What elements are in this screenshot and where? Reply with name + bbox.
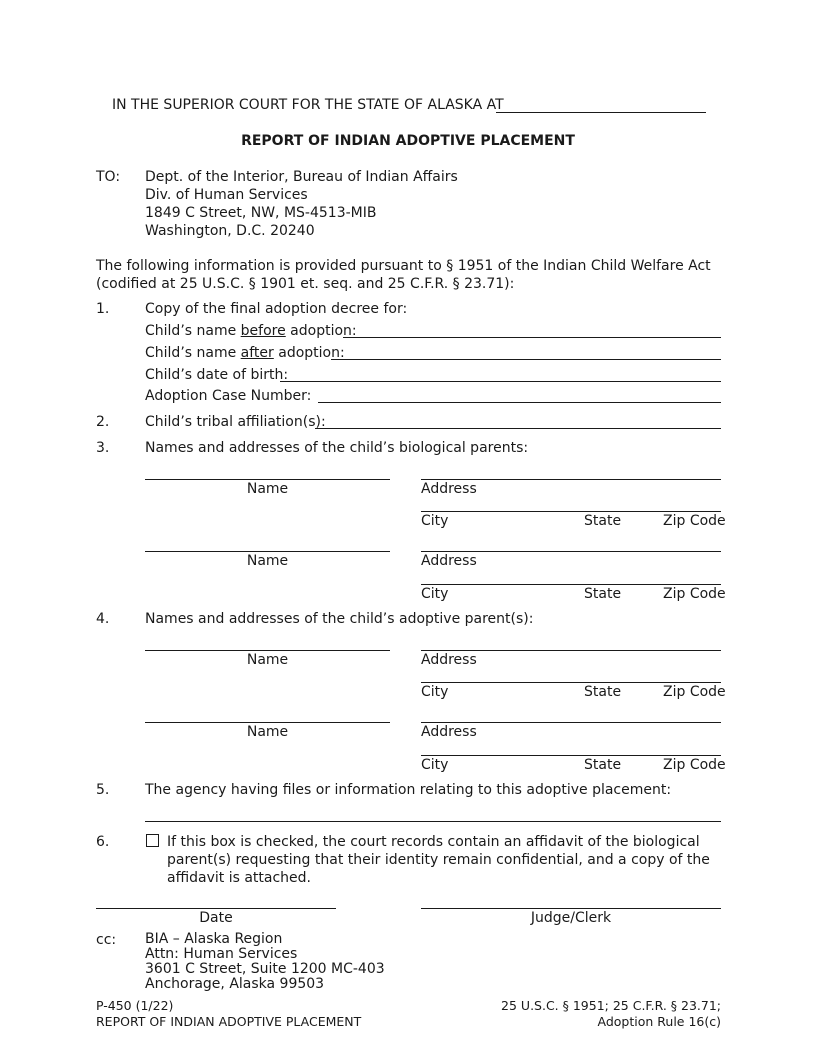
item-2-number: 2. (96, 414, 110, 430)
agency-field[interactable] (145, 821, 721, 822)
item-3-text: Names and addresses of the child’s biological parents: (145, 440, 529, 456)
adoptive-parent-2-state-label: State (584, 757, 622, 773)
footer-form-title: REPORT OF INDIAN ADOPTIVE PLACEMENT (96, 1014, 362, 1029)
form-title: REPORT OF INDIAN ADOPTIVE PLACEMENT (241, 133, 575, 149)
to-label: TO: (96, 169, 121, 185)
date-label: Date (199, 910, 233, 926)
adoptive-parent-2-city-label: City (421, 757, 449, 773)
court-heading: IN THE SUPERIOR COURT FOR THE STATE OF ALASKA AT (112, 97, 504, 113)
to-line-4: Washington, D.C. 20240 (145, 223, 315, 239)
adoptive-parent-2-address-field[interactable] (421, 722, 721, 723)
adoptive-parent-2-name-label: Name (246, 724, 289, 740)
item-6-line-1: If this box is checked, the court records contain an affidavit of the biological (167, 834, 700, 850)
bio-parent-1-name-field[interactable] (145, 479, 390, 480)
item-6-line-3: affidavit is attached. (167, 870, 311, 886)
tribal-affiliation-label: Child’s tribal affiliation(s): (145, 414, 326, 430)
intro-line-2: (codified at 25 U.S.C. § 1901 et. seq. and 25 C.F.R. § 23.71): (96, 276, 515, 292)
bio-parent-2-city-label: City (421, 586, 449, 602)
name-after-label: Child’s name after adoption: (145, 345, 345, 361)
bio-parent-1-state-label: State (584, 513, 622, 529)
item-5-number: 5. (96, 782, 110, 798)
item-3-number: 3. (96, 440, 110, 456)
name-after-field[interactable] (331, 359, 721, 360)
bio-parent-1-city-label: City (421, 513, 449, 529)
bio-parent-2-zip-label: Zip Code (663, 586, 726, 602)
footer-form-number: P-450 (1/22) (96, 998, 174, 1013)
adoptive-parent-1-name-field[interactable] (145, 650, 390, 651)
bio-parent-1-name-label: Name (246, 481, 289, 497)
footer-rule: Adoption Rule 16(c) (597, 1014, 721, 1029)
court-location-field[interactable] (496, 112, 706, 113)
adoptive-parent-1-city-label: City (421, 684, 449, 700)
item-4-text: Names and addresses of the child’s adoptive parent(s): (145, 611, 534, 627)
adoptive-parent-1-state-label: State (584, 684, 622, 700)
adoptive-parent-2-city-field[interactable] (421, 755, 721, 756)
to-line-2: Div. of Human Services (145, 187, 308, 203)
footer-citation: 25 U.S.C. § 1951; 25 C.F.R. § 23.71; (501, 998, 721, 1013)
cc-line-1: BIA – Alaska Region (145, 931, 283, 947)
bio-parent-2-address-label: Address (421, 553, 477, 569)
name-before-field[interactable] (343, 337, 721, 338)
item-6-number: 6. (96, 834, 110, 850)
confidentiality-checkbox[interactable] (146, 834, 159, 847)
cc-line-4: Anchorage, Alaska 99503 (145, 976, 325, 992)
item-1-text: Copy of the final adoption decree for: (145, 301, 408, 317)
dob-label: Child’s date of birth: (145, 367, 289, 383)
to-line-1: Dept. of the Interior, Bureau of Indian Affairs (145, 169, 458, 185)
item-4-number: 4. (96, 611, 110, 627)
bio-parent-1-zip-label: Zip Code (663, 513, 726, 529)
case-number-field[interactable] (318, 402, 721, 403)
adoptive-parent-2-address-label: Address (421, 724, 477, 740)
bio-parent-2-state-label: State (584, 586, 622, 602)
adoptive-parent-1-zip-label: Zip Code (663, 684, 726, 700)
adoptive-parent-1-name-label: Name (246, 652, 289, 668)
item-1-number: 1. (96, 301, 110, 317)
date-field[interactable] (96, 908, 336, 909)
bio-parent-2-city-field[interactable] (421, 584, 721, 585)
adoptive-parent-2-zip-label: Zip Code (663, 757, 726, 773)
tribal-affiliation-field[interactable] (315, 428, 721, 429)
judge-clerk-label: Judge/Clerk (530, 910, 612, 926)
dob-field[interactable] (280, 381, 721, 382)
adoptive-parent-1-city-field[interactable] (421, 682, 721, 683)
adoptive-parent-1-address-label: Address (421, 652, 477, 668)
item-6-line-2: parent(s) requesting that their identity remain confidential, and a copy of the (167, 852, 710, 868)
cc-label: cc: (96, 932, 117, 948)
case-number-label: Adoption Case Number: (145, 388, 312, 404)
name-before-label: Child’s name before adoption: (145, 323, 357, 339)
adoptive-parent-1-address-field[interactable] (421, 650, 721, 651)
item-5-text: The agency having files or information relating to this adoptive placement: (145, 782, 672, 798)
adoptive-parent-2-name-field[interactable] (145, 722, 390, 723)
to-line-3: 1849 C Street, NW, MS-4513-MIB (145, 205, 377, 221)
bio-parent-2-address-field[interactable] (421, 551, 721, 552)
intro-line-1: The following information is provided pursuant to § 1951 of the Indian Child Welfare Act (96, 258, 711, 274)
bio-parent-1-address-label: Address (421, 481, 477, 497)
bio-parent-2-name-label: Name (246, 553, 289, 569)
judge-clerk-signature-field[interactable] (421, 908, 721, 909)
bio-parent-1-address-field[interactable] (421, 479, 721, 480)
cc-line-3: 3601 C Street, Suite 1200 MC-403 (145, 961, 385, 977)
bio-parent-2-name-field[interactable] (145, 551, 390, 552)
bio-parent-1-city-field[interactable] (421, 511, 721, 512)
cc-line-2: Attn: Human Services (145, 946, 298, 962)
